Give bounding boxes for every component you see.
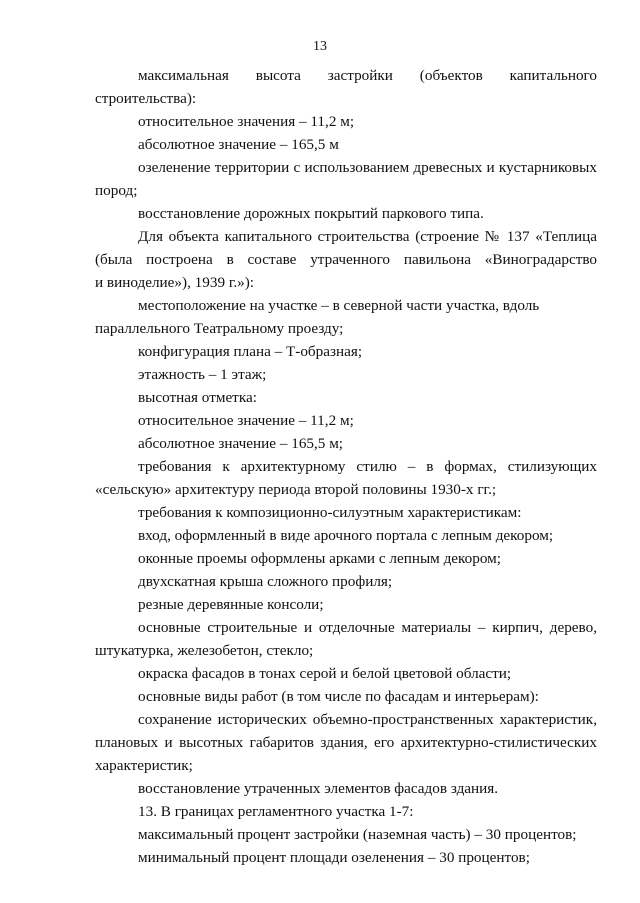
- text-line: штукатурка, железобетон, стекло;: [95, 642, 314, 659]
- text-line: высотная отметка:: [138, 389, 257, 406]
- text-line: относительное значение – 11,2 м;: [138, 412, 354, 429]
- text-line: сохранение исторических объемно-пространственных характеристик,: [138, 711, 597, 728]
- text-line: оконные проемы оформлены арками с лепным декором;: [138, 550, 501, 567]
- text-line: конфигурация плана – Т-образная;: [138, 343, 363, 360]
- text-line: восстановление дорожных покрытий паркового типа.: [138, 205, 484, 222]
- text-line: Для объекта капитального строительства (строение № 137 «Теплица: [138, 228, 597, 245]
- text-line: относительное значения – 11,2 м;: [138, 113, 355, 130]
- text-line: вход, оформленный в виде арочного портала с лепным декором;: [138, 527, 554, 544]
- text-line: характеристик;: [95, 757, 193, 774]
- text-line: двухскатная крыша сложного профиля;: [138, 573, 393, 590]
- text-line: максимальная высота застройки (объектов капитального: [138, 67, 597, 84]
- text-line: абсолютное значение – 165,5 м: [138, 136, 339, 153]
- page-number: 13: [313, 39, 327, 54]
- text-line: (была построена в составе утраченного павильона «Виноградарство: [95, 251, 597, 268]
- text-line: и виноделие»), 1939 г.»):: [95, 274, 255, 291]
- text-line: пород;: [95, 182, 138, 199]
- text-line: абсолютное значение – 165,5 м;: [138, 435, 344, 452]
- text-line: плановых и высотных габаритов здания, его архитектурно-стилистических: [95, 734, 597, 751]
- text-line: озеленение территории с использованием древесных и кустарниковых: [138, 159, 597, 176]
- text-line: основные строительные и отделочные материалы – кирпич, дерево,: [138, 619, 597, 636]
- text-line: требования к композиционно-силуэтным характеристикам:: [138, 504, 522, 521]
- text-line: «сельскую» архитектуру периода второй половины 1930-х гг.;: [95, 481, 497, 498]
- text-line: максимальный процент застройки (наземная часть) – 30 процентов;: [138, 826, 577, 843]
- text-line: минимальный процент площади озеленения – 30 процентов;: [138, 849, 530, 866]
- text-line: требования к архитектурному стилю – в формах, стилизующих: [138, 458, 597, 475]
- text-line: окраска фасадов в тонах серой и белой цветовой области;: [138, 665, 512, 682]
- text-line: восстановление утраченных элементов фасадов здания.: [138, 780, 499, 797]
- text-line: основные виды работ (в том числе по фасадам и интерьерам):: [138, 688, 539, 705]
- text-line: резные деревянные консоли;: [138, 596, 324, 613]
- text-line: местоположение на участке – в северной части участка, вдоль: [138, 297, 540, 314]
- text-line: параллельного Театральному проезду;: [95, 320, 344, 337]
- text-line: этажность – 1 этаж;: [138, 366, 267, 383]
- section-heading: 13. В границах регламентного участка 1-7:: [138, 803, 414, 820]
- text-line: строительства):: [95, 90, 197, 107]
